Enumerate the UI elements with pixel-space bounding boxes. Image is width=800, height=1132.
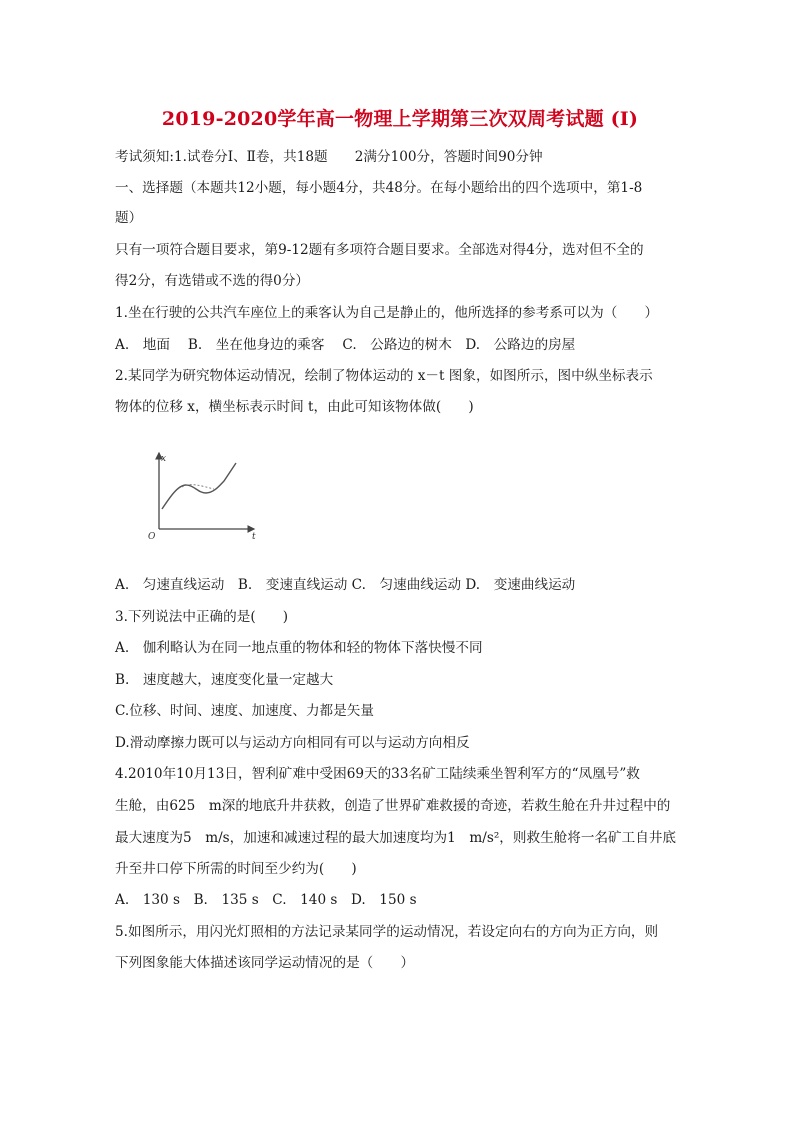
question-5-line-1: 5.如图所示，用闪光灯照相的方法记录某同学的运动情况，若设定向右的方向为正方向，则 [115,924,659,940]
tangent-dashes [182,485,214,489]
question-4-line-2: 生舱，由625 m深的地底升井获救，创造了世界矿难救援的奇迹，若救生舱在升井过程中的 [115,798,671,814]
page-title: 2019-2020学年高一物理上学期第三次双周考试题 (I) [161,108,639,130]
displacement-curve [162,463,236,509]
section-instructions-line-3: 只有一项符合题目要求，第9-12题有多项符合题目要求。全部选对得4分，选对但不全的 [115,242,644,258]
x-t-graph-figure [142,449,267,541]
question-4-line-1: 4.2010年10月13日，智利矿难中受困69天的33名矿工陆续乘坐智利军方的“凤凰号”救 [115,766,640,782]
section-instructions-line-2: 题） [115,210,143,226]
question-4-line-3: 最大速度为5 m/s，加速和减速过程的最大加速度均为1 m/s²，则救生舱将一名矿工自井底 [115,830,677,846]
x-axis-label: t [252,532,256,541]
y-axis-label: x [161,454,167,464]
question-3-option-d: D.滑动摩擦力既可以与运动方向相同有可以与运动方向相反 [115,735,470,751]
question-2-stem-line-2: 物体的位移 x，横坐标表示时间 t，由此可知该物体做( ) [115,399,474,415]
question-4-options: A. 130 s B. 135 s C. 140 s D. 150 s [115,892,417,908]
question-1-options: A. 地面 B. 坐在他身边的乘客 C. 公路边的树木 D. 公路边的房屋 [115,337,576,353]
section-instructions-line-1: 一、选择题（本题共12小题，每小题4分，共48分。在每小题给出的四个选项中，第1-8 [115,180,643,196]
question-3-option-c: C.位移、时间、速度、加速度、力都是矢量 [115,703,374,719]
question-3-stem: 3.下列说法中正确的是( ) [115,609,289,625]
question-2-options: A. 匀速直线运动 B. 变速直线运动 C. 匀速曲线运动 D. 变速曲线运动 [115,577,576,593]
question-3-option-a: A. 伽利略认为在同一地点重的物体和轻的物体下落快慢不同 [115,640,483,656]
question-3-option-b: B. 速度越大，速度变化量一定越大 [115,672,334,688]
section-instructions-line-4: 得2分，有选错或不选的得0分） [115,273,310,289]
question-4-line-4: 升至井口停下所需的时间至少约为( ) [115,861,357,877]
x-t-graph [142,449,267,541]
exam-notice: 考试须知:1.试卷分Ⅰ、Ⅱ卷，共18题 2满分100分，答题时间90分钟 [115,149,543,165]
question-2-stem-line-1: 2.某同学为研究物体运动情况，绘制了物体运动的 x－t 图象，如图所示，图中纵坐标表示 [115,368,653,384]
origin-label: O [148,532,156,541]
question-1-stem: 1.坐在行驶的公共汽车座位上的乘客认为自己是静止的，他所选择的参考系可以为（ ） [115,305,659,321]
question-5-line-2: 下列图象能大体描述该同学运动情况的是（ ） [115,955,415,971]
